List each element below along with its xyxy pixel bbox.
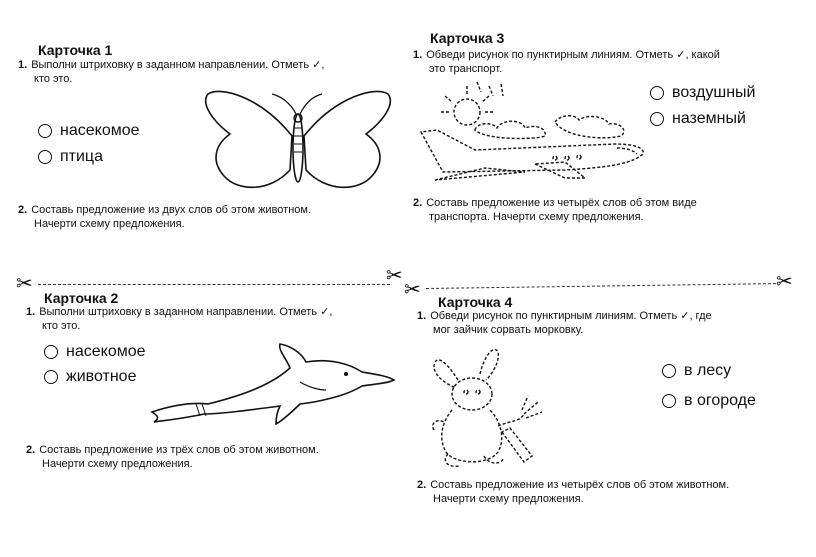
task-text: Составь предложение из четырёх слов об этом виде xyxy=(426,197,697,209)
task-number: 2. xyxy=(18,204,28,216)
option-ground[interactable] xyxy=(650,110,746,128)
airplane-picture xyxy=(415,82,650,192)
task-text: мог зайчик сорвать морковку. xyxy=(433,324,584,336)
task-number: 1. xyxy=(26,306,36,318)
option-label: воздушный xyxy=(672,84,756,101)
task-text: Начерти схему предложения. xyxy=(34,218,185,230)
task-text: Выполни штриховку в заданном направлении. Отметь ✓, xyxy=(31,59,325,71)
task-text: кто это. xyxy=(34,73,73,85)
option-insect[interactable] xyxy=(38,122,140,140)
task-text: Выполни штриховку в заданном направлении. Отметь ✓, xyxy=(39,306,333,318)
radio-circle-icon[interactable] xyxy=(44,370,58,384)
task-text: Начерти схему предложения. xyxy=(433,493,584,505)
task-number: 2. xyxy=(417,479,427,491)
task-text: Составь предложение из трёх слов об этом животном. xyxy=(39,444,319,456)
task-1 xyxy=(417,309,712,337)
option-label: в огороде xyxy=(684,392,756,409)
radio-circle-icon[interactable] xyxy=(662,364,676,378)
scissors-icon: ✂ xyxy=(776,271,793,293)
task-text: Обведи рисунок по пунктирным линиям. Отметь ✓, какой xyxy=(426,49,720,61)
option-insect[interactable] xyxy=(44,343,146,361)
option-label: насекомое xyxy=(66,343,146,360)
task-1 xyxy=(18,58,324,86)
option-label: животное xyxy=(66,368,137,385)
task-number: 2. xyxy=(26,444,36,456)
task-number: 1. xyxy=(413,49,423,61)
option-label: птица xyxy=(60,148,103,165)
option-air[interactable] xyxy=(650,84,755,102)
option-label: в лесу xyxy=(684,362,732,379)
task-text: кто это. xyxy=(42,320,81,332)
task-2 xyxy=(413,196,697,224)
cut-line xyxy=(38,284,390,285)
scissors-icon: ✂ xyxy=(386,265,403,287)
butterfly-picture xyxy=(200,88,400,198)
radio-circle-icon[interactable] xyxy=(662,394,676,408)
task-number: 1. xyxy=(417,310,427,322)
card-title: Карточка 1 xyxy=(38,42,113,58)
option-label: наземный xyxy=(672,110,746,127)
radio-circle-icon[interactable] xyxy=(44,345,58,359)
task-2 xyxy=(417,478,729,506)
radio-circle-icon[interactable] xyxy=(38,124,52,138)
task-text: это транспорт. xyxy=(429,63,503,75)
card-title: Карточка 3 xyxy=(430,30,505,46)
task-1 xyxy=(26,305,332,333)
task-2 xyxy=(26,443,319,471)
option-bird[interactable] xyxy=(38,148,103,166)
option-label: насекомое xyxy=(60,122,140,139)
radio-circle-icon[interactable] xyxy=(650,86,664,100)
card-title: Карточка 2 xyxy=(44,290,119,306)
task-text: Обведи рисунок по пунктирным линиям. Отметь ✓, где xyxy=(430,310,712,322)
task-number: 2. xyxy=(413,197,423,209)
option-animal[interactable] xyxy=(44,368,136,386)
task-text: Составь предложение из двух слов об этом животном. xyxy=(31,204,312,216)
cut-line xyxy=(426,283,776,289)
task-1 xyxy=(413,48,720,76)
dolphin-picture xyxy=(150,340,400,430)
task-text: Составь предложение из четырёх слов об этом животном. xyxy=(430,479,730,491)
scissors-icon: ✂ xyxy=(16,273,33,295)
task-2 xyxy=(18,203,311,231)
card-title: Карточка 4 xyxy=(438,294,513,310)
task-number: 1. xyxy=(18,59,28,71)
scissors-icon: ✂ xyxy=(404,279,421,301)
radio-circle-icon[interactable] xyxy=(650,112,664,126)
bunny-picture xyxy=(428,342,548,472)
option-forest[interactable] xyxy=(662,362,731,380)
task-text: Начерти схему предложения. xyxy=(42,458,193,470)
task-text: транспорта. Начерти схему предложения. xyxy=(429,211,644,223)
radio-circle-icon[interactable] xyxy=(38,150,52,164)
option-garden[interactable] xyxy=(662,392,756,410)
